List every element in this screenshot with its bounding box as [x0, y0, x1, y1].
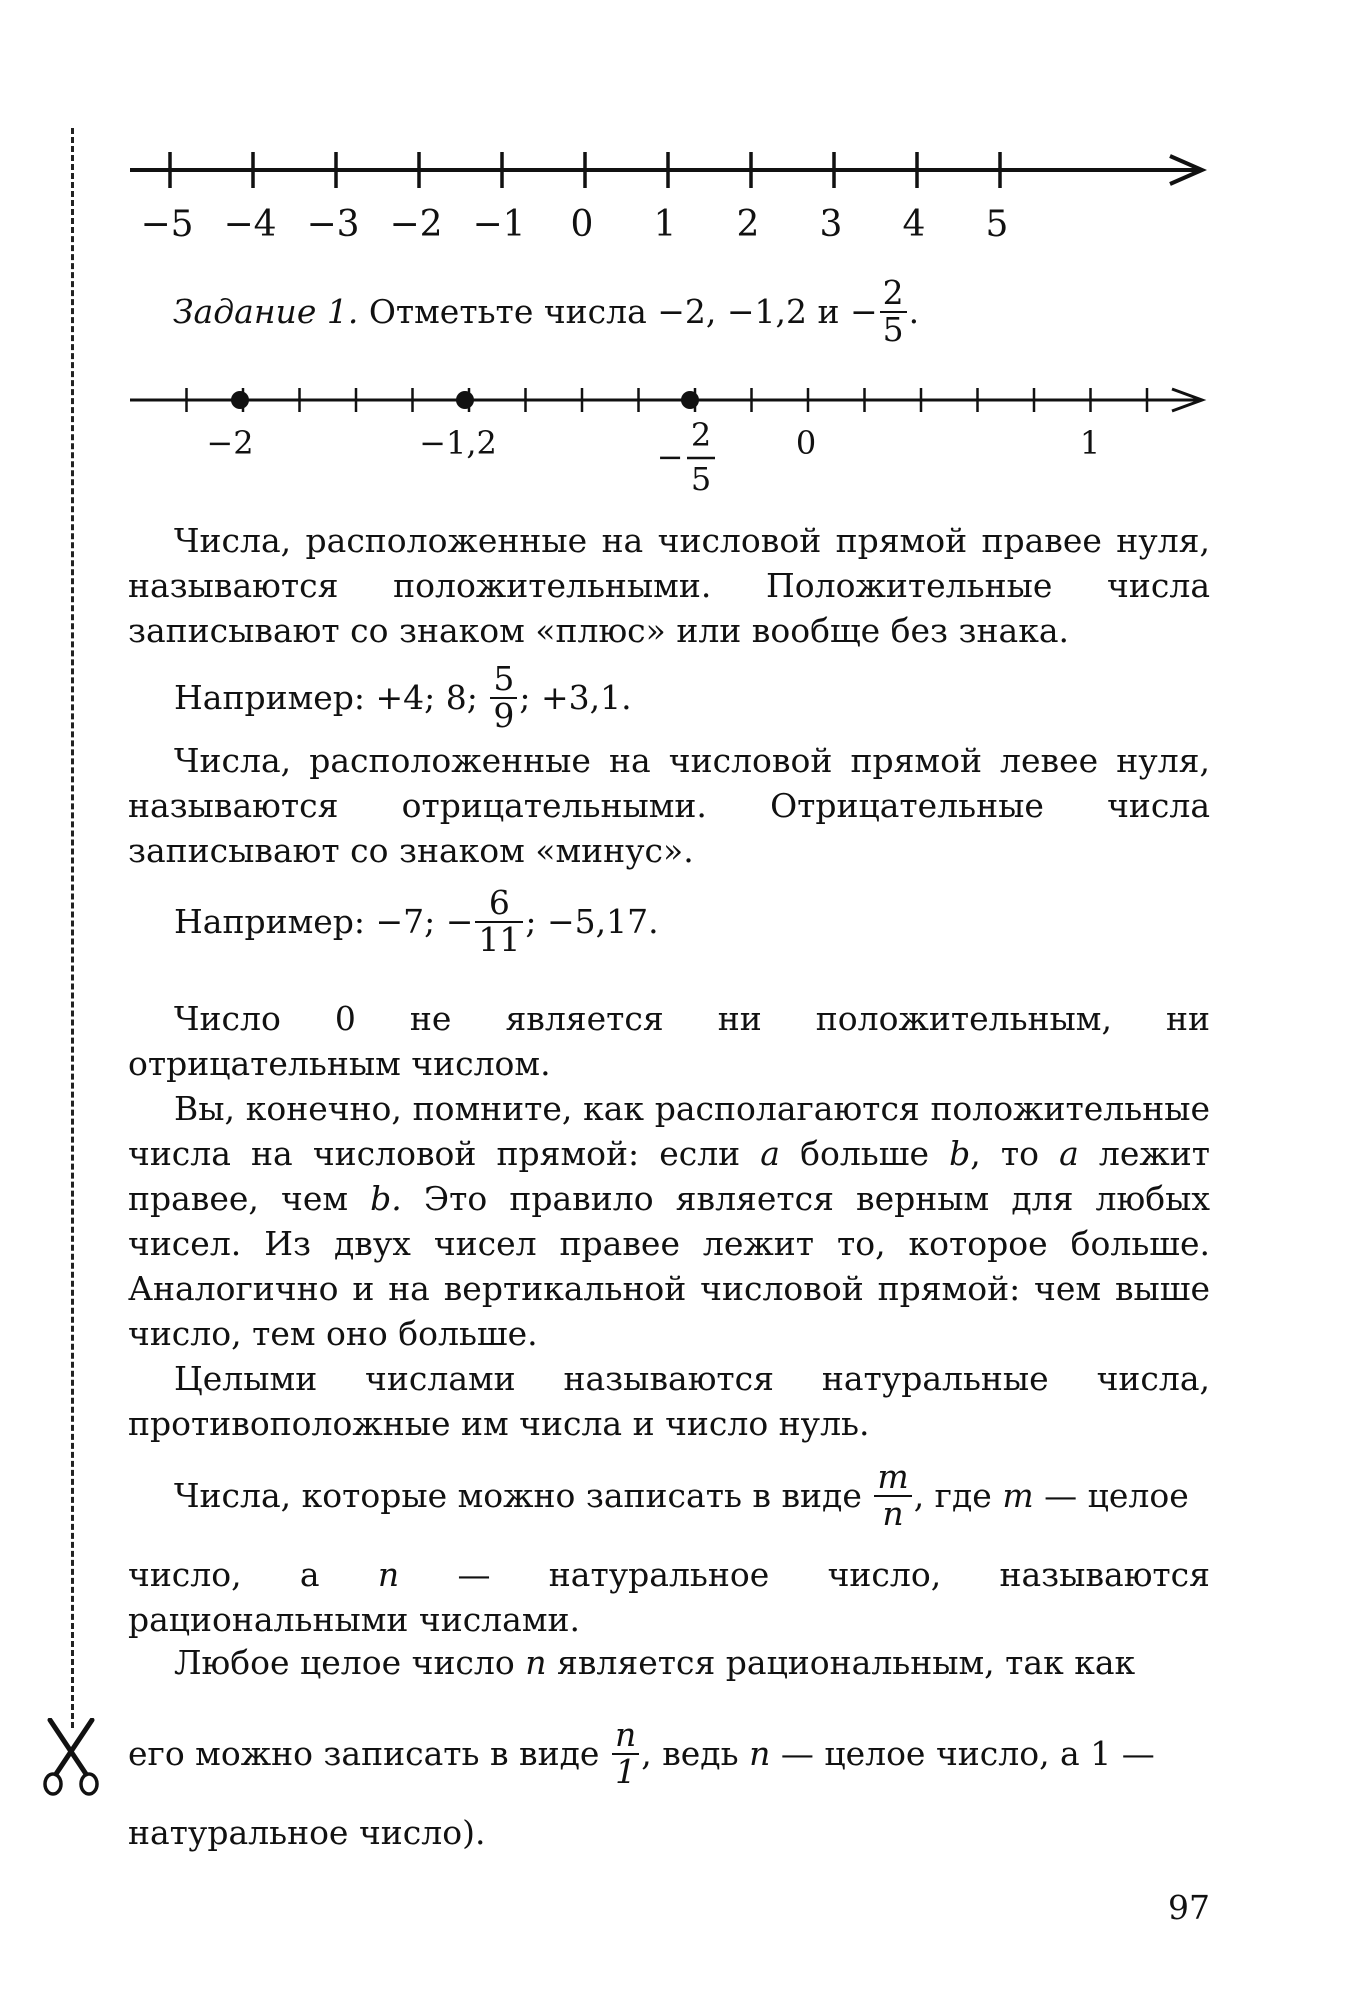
example-negative-frac-sign: −	[445, 902, 474, 942]
rational-text-3: — целое	[1044, 1476, 1189, 1516]
rational-text-5: — натуральное число, называются рациональными числами.	[128, 1555, 1210, 1639]
example-positive	[174, 659, 632, 735]
point-minus-1-2	[456, 391, 474, 409]
tick-label: 4	[902, 204, 926, 245]
integer-rational-text-6: натуральное число).	[128, 1813, 486, 1852]
rational-text-4: число, а	[128, 1555, 320, 1594]
label-minus-2: −2	[206, 424, 254, 462]
label-frac-den: 5	[690, 460, 712, 498]
integer-rational-text-3: его можно записать в виде	[128, 1734, 600, 1774]
tick-label: 5	[985, 204, 1009, 245]
paragraph-positive-text: Числа, расположенные на числовой прямой правее нуля, называются положительными. Положительные числа записывают со знаком «плюс» или вообще без знака.	[128, 521, 1210, 650]
integer-rational-text-4: , ведь	[641, 1734, 739, 1774]
paragraph-integer-rational	[128, 1640, 1210, 1685]
task-text: Отметьте числа −2, −1,2 и	[368, 292, 840, 332]
page-number: 97	[1168, 1888, 1210, 1927]
tick-label: −2	[389, 204, 443, 245]
integer-rational-text-1: Любое целое число	[174, 1643, 515, 1682]
frac-denominator: 1	[612, 1753, 639, 1790]
frac-numerator: 2	[882, 273, 904, 312]
example-negative-prefix: Например: −7;	[174, 902, 436, 942]
var-b: b.	[370, 1179, 402, 1218]
paragraph-positive	[128, 518, 1210, 653]
tick-label: −5	[140, 204, 194, 245]
point-minus-2-5	[681, 391, 699, 409]
example-negative-suffix: ; −5,17.	[525, 902, 659, 942]
order-text-3: , то	[970, 1134, 1039, 1173]
paragraph-zero	[128, 996, 1210, 1086]
tick-label: −4	[223, 204, 277, 245]
example-positive-prefix: Например: +4; 8;	[174, 678, 478, 718]
number-line-fractions	[120, 378, 1240, 518]
scissors-icon	[42, 1718, 100, 1798]
task-frac-sign: −	[850, 292, 878, 332]
integer-rational-text-5: — целое число, а 1 —	[780, 1734, 1155, 1774]
paragraph-negative	[128, 738, 1210, 873]
label-one: 1	[1079, 424, 1101, 462]
example-positive-fraction	[490, 659, 517, 735]
frac-numerator: n	[614, 1715, 637, 1754]
label-frac-num: 2	[690, 416, 712, 454]
paragraph-negative-text: Числа, расположенные на числовой прямой левее нуля, называются отрицательными. Отрицательные числа записывают со знаком «минус».	[128, 741, 1210, 870]
task-end: .	[908, 292, 920, 332]
order-text-5: Это правило является верным для любых чисел. Из двух чисел правее лежит то, которое больше. Аналогично и на вертикальной числовой прямой: чем выше число, тем оно больше.	[128, 1179, 1210, 1353]
paragraph-integers-text: Целыми числами называются натуральные числа, противоположные им числа и число нуль.	[128, 1359, 1210, 1443]
paragraph-integer-rational-line3	[128, 1810, 485, 1855]
paragraph-order	[128, 1086, 1210, 1356]
order-text-1: Вы, конечно, помните, как располагаются положительные числа на числовой прямой: если	[128, 1089, 1210, 1173]
frac-numerator: 5	[493, 659, 515, 698]
number-line-integers	[120, 140, 1240, 250]
paragraph-integer-rational-line2	[128, 1715, 1155, 1791]
frac-denominator: 11	[475, 921, 523, 958]
integer-rational-fraction	[612, 1715, 639, 1791]
tick-label: 2	[736, 204, 760, 245]
rational-text-2: , где	[913, 1476, 992, 1516]
paragraph-rational-line1	[174, 1457, 1189, 1533]
tick-label: −1	[472, 204, 526, 245]
cut-line	[71, 128, 74, 1728]
task-fraction	[880, 273, 907, 349]
example-positive-suffix: ; +3,1.	[519, 678, 632, 718]
frac-denominator: 9	[490, 697, 517, 734]
tick-label: −3	[306, 204, 360, 245]
point-minus-2	[231, 391, 249, 409]
example-negative	[174, 883, 659, 959]
var-n: n	[749, 1734, 771, 1774]
paragraph-zero-text: Число 0 не является ни положительным, ни отрицательным числом.	[128, 999, 1210, 1083]
frac-numerator: m	[877, 1457, 909, 1496]
var-m: m	[1002, 1476, 1034, 1516]
label-frac-sign: −	[656, 438, 684, 476]
tick-label: 3	[819, 204, 843, 245]
frac-denominator: n	[874, 1495, 911, 1532]
var-n: n	[377, 1555, 400, 1594]
example-negative-fraction	[475, 883, 523, 959]
var-n: n	[525, 1643, 547, 1682]
paragraph-rational-line2	[128, 1552, 1210, 1642]
rational-fraction	[874, 1457, 911, 1533]
frac-denominator: 5	[880, 311, 907, 348]
var-a: a	[760, 1134, 780, 1173]
paragraph-integers	[128, 1356, 1210, 1446]
frac-numerator: 6	[488, 883, 510, 922]
tick-label: 0	[570, 204, 594, 245]
tick-label: 1	[653, 204, 677, 245]
rational-text-1: Числа, которые можно записать в виде	[174, 1476, 862, 1516]
label-zero: 0	[795, 424, 817, 462]
task-label: Задание 1.	[173, 292, 359, 332]
label-minus-1-2: −1,2	[419, 424, 497, 462]
var-a: a	[1059, 1134, 1079, 1173]
var-b: b	[949, 1134, 971, 1173]
order-text-4: лежит правее, чем	[128, 1134, 1211, 1218]
order-text-2: больше	[800, 1134, 929, 1173]
task-1	[173, 273, 920, 349]
integer-rational-text-2: является рациональным, так как	[557, 1643, 1136, 1682]
